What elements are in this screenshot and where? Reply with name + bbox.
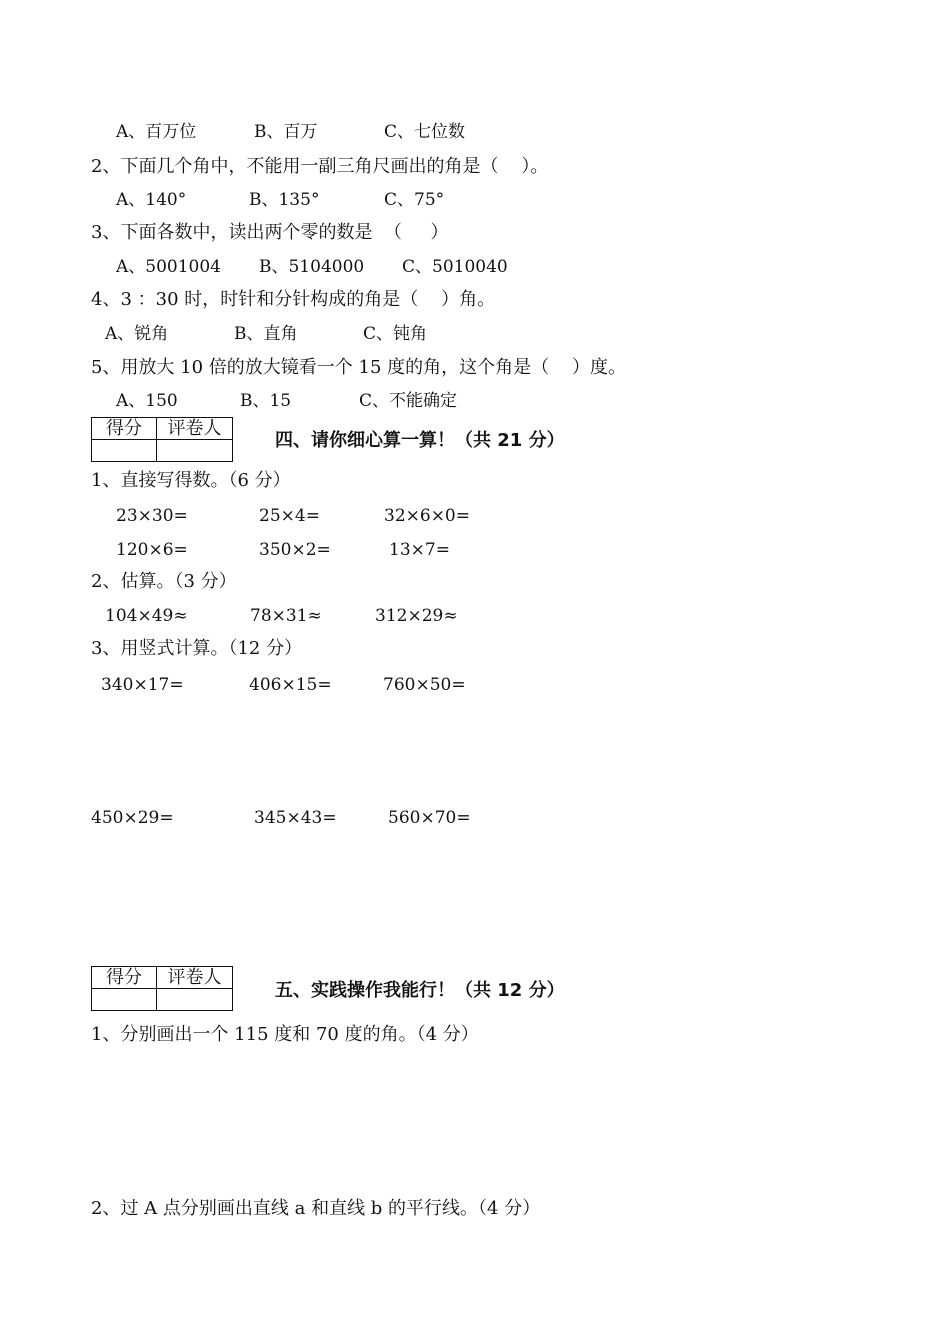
q2-option-b: B、135° xyxy=(249,190,320,210)
q4-option-a: A、锐角 xyxy=(105,324,169,344)
s4-p2-item: 312×29≈ xyxy=(375,606,458,626)
q4-option-b: B、直角 xyxy=(234,324,298,344)
score-cell[interactable] xyxy=(92,989,157,1011)
score-cell[interactable] xyxy=(92,440,157,462)
score-box-section5 xyxy=(91,966,233,1011)
s4-p1-item: 120×6= xyxy=(116,540,188,560)
q5-option-b: B、15 xyxy=(240,391,292,411)
s4-p2-item: 104×49≈ xyxy=(105,606,188,626)
q5-option-c: C、不能确定 xyxy=(359,391,458,411)
q1-option-c: C、七位数 xyxy=(384,122,466,142)
s4-p2-heading: 2、估算。（3 分） xyxy=(91,571,237,592)
q2-option-c: C、75° xyxy=(384,190,445,210)
s4-p1-item: 13×7= xyxy=(389,540,450,560)
q3-option-c: C、5010040 xyxy=(402,257,508,277)
q3-text: 3、下面各数中，读出两个零的数是 （ ） xyxy=(91,222,449,243)
q1-option-b: B、百万 xyxy=(254,122,318,142)
grader-label: 评卷人 xyxy=(157,967,233,989)
q2-option-a: A、140° xyxy=(116,190,187,210)
s4-p1-item: 32×6×0= xyxy=(384,506,470,526)
grader-cell[interactable] xyxy=(157,989,233,1011)
s4-p3-item: 345×43= xyxy=(254,808,337,828)
q3-option-a: A、5001004 xyxy=(116,257,221,277)
section5-title: 五、实践操作我能行！（共 12 分） xyxy=(275,980,565,1001)
s4-p3-item: 760×50= xyxy=(383,675,466,695)
s4-p3-item: 450×29= xyxy=(91,808,174,828)
q5-text: 5、用放大 10 倍的放大镜看一个 15 度的角，这个角是（ ）度。 xyxy=(91,357,627,378)
section4-title: 四、请你细心算一算！（共 21 分） xyxy=(275,430,565,451)
s4-p2-item: 78×31≈ xyxy=(250,606,322,626)
grader-cell[interactable] xyxy=(157,440,233,462)
score-label: 得分 xyxy=(92,418,157,440)
s4-p3-heading: 3、用竖式计算。（12 分） xyxy=(91,638,303,659)
q1-option-a: A、百万位 xyxy=(116,122,197,142)
q2-text: 2、下面几个角中，不能用一副三角尺画出的角是（ ）。 xyxy=(91,156,549,177)
q3-option-b: B、5104000 xyxy=(259,257,365,277)
score-box-section4 xyxy=(91,417,233,462)
q4-option-c: C、钝角 xyxy=(363,324,428,344)
s4-p3-item: 560×70= xyxy=(388,808,471,828)
s4-p3-item: 406×15= xyxy=(249,675,332,695)
q5-option-a: A、150 xyxy=(116,391,178,411)
s4-p1-item: 350×2= xyxy=(259,540,331,560)
s5-p2-text: 2、过 A 点分别画出直线 a 和直线 b 的平行线。（4 分） xyxy=(91,1198,541,1219)
q4-text: 4、3 ：30 时，时针和分针构成的角是（ ）角。 xyxy=(91,289,496,310)
grader-label: 评卷人 xyxy=(157,418,233,440)
score-label: 得分 xyxy=(92,967,157,989)
s4-p1-item: 25×4= xyxy=(259,506,320,526)
s4-p1-item: 23×30= xyxy=(116,506,188,526)
s5-p1-text: 1、分别画出一个 115 度和 70 度的角。（4 分） xyxy=(91,1024,479,1045)
s4-p1-heading: 1、直接写得数。（6 分） xyxy=(91,470,291,491)
s4-p3-item: 340×17= xyxy=(101,675,184,695)
